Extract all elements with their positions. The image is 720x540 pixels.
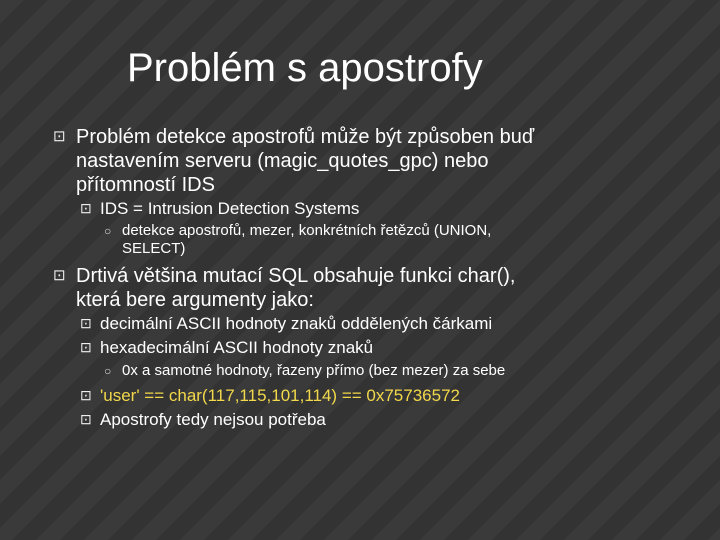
bullet-text-line: přítomností IDS <box>76 174 215 196</box>
sub-bullet-text: IDS = Intrusion Detection Systems <box>100 199 360 218</box>
circle-bullet-icon: ○ <box>104 364 112 378</box>
bullet-text-line: která bere argumenty jako: <box>76 289 314 311</box>
sub-sub-bullet-text: SELECT) <box>122 240 186 257</box>
sub-sub-bullet-text: 0x a samotné hodnoty, řazeny přímo (bez mezer) za sebe <box>122 362 506 379</box>
sub-bullet-text: hexadecimální ASCII hodnoty znaků <box>100 338 374 357</box>
circle-bullet-icon: ○ <box>104 224 112 238</box>
sub-bullet-marker-icon: ⊡ <box>80 315 92 331</box>
slide-title: Problém s apostrofy <box>127 46 483 90</box>
bullet-marker-icon: ⊡ <box>53 128 66 145</box>
bullet-marker-icon: ⊡ <box>53 267 66 284</box>
bullet-text-line: nastavením serveru (magic_quotes_gpc) nebo <box>76 150 489 172</box>
bullet-text-line: Drtivá většina mutací SQL obsahuje funkci char(), <box>76 265 516 287</box>
bullet-text-line: Problém detekce apostrofů může být způsoben buď <box>76 126 535 148</box>
sub-bullet-marker-icon: ⊡ <box>80 387 92 403</box>
sub-bullet-text: Apostrofy tedy nejsou potřeba <box>100 410 326 429</box>
sub-bullet-marker-icon: ⊡ <box>80 411 92 427</box>
sub-sub-bullet-text: detekce apostrofů, mezer, konkrétních řetězců (UNION, <box>122 222 492 239</box>
sub-bullet-marker-icon: ⊡ <box>80 339 92 355</box>
sub-bullet-text: decimální ASCII hodnoty znaků oddělených čárkami <box>100 314 493 333</box>
sub-bullet-marker-icon: ⊡ <box>80 200 92 216</box>
sub-bullet-highlight-text: 'user' == char(117,115,101,114) == 0x75736572 <box>100 386 460 405</box>
